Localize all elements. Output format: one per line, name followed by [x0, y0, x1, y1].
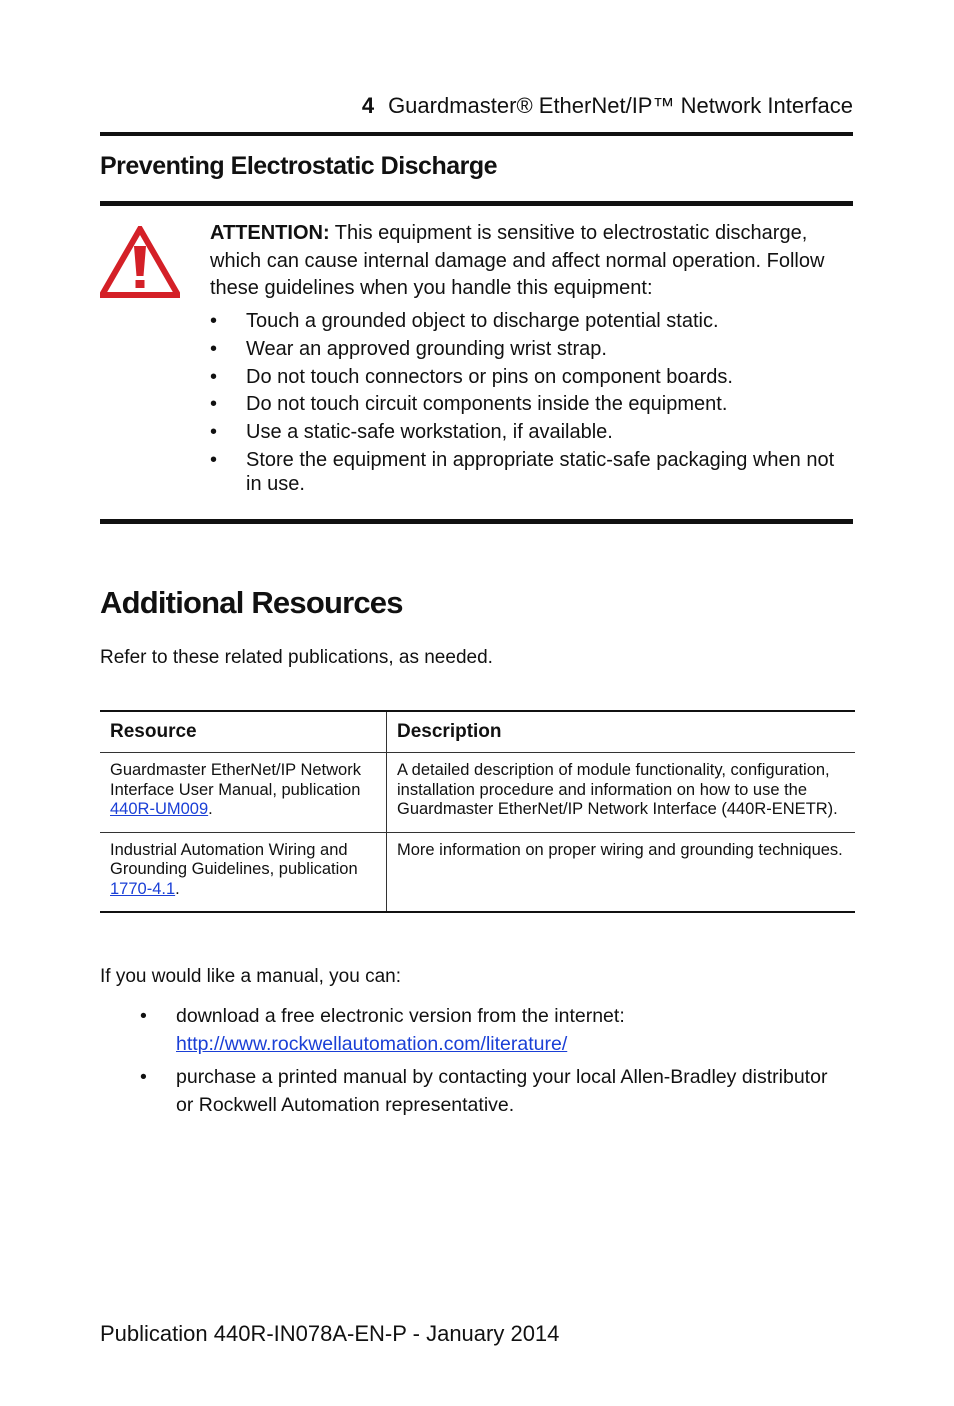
table-row	[100, 753, 855, 833]
list-item: • purchase a printed manual by contacting your local Allen-Bradley distributor or Rockwell Automation representative.	[140, 1063, 840, 1119]
warning-triangle-icon	[100, 226, 180, 298]
publication-footer: Publication 440R-IN078A-EN-P - January 2014	[100, 1321, 560, 1346]
list-item: • Wear an approved grounding wrist strap.	[210, 337, 607, 360]
list-item: • Store the equipment in appropriate static-safe packaging when not in use.	[210, 448, 835, 495]
resources-heading: Additional Resources	[100, 585, 403, 620]
publication-link-440r-um009[interactable]: 440R-UM009	[110, 800, 209, 818]
attention-label: ATTENTION:	[210, 222, 330, 244]
manual-options-list	[140, 1002, 840, 1124]
list-item: • Do not touch connectors or pins on component boards.	[210, 365, 733, 388]
list-item: • Use a static-safe workstation, if available.	[210, 421, 613, 444]
column-header-resource: Resource	[100, 711, 387, 753]
bullet-mark: •	[210, 448, 218, 471]
running-header	[100, 92, 853, 120]
resource-cell: Industrial Automation Wiring and Grounding Guidelines, publication 1770-4.1.	[100, 832, 387, 912]
description-cell: A detailed description of module functionality, configuration, installation procedure and information on how to use the Guardmaster EtherNet/IP Network Interface (440R-ENETR).	[387, 753, 856, 833]
table-row	[100, 832, 855, 912]
header-title: Guardmaster® EtherNet/IP™ Network Interface	[388, 93, 853, 118]
resource-cell: Guardmaster EtherNet/IP Network Interface User Manual, publication 440R-UM009.	[100, 753, 387, 833]
resources-intro: Refer to these related publications, as needed.	[100, 647, 493, 668]
list-item: • Touch a grounded object to discharge potential static.	[210, 310, 719, 332]
bullet-mark: •	[140, 1066, 147, 1088]
description-cell: More information on proper wiring and grounding techniques.	[387, 832, 856, 912]
attention-bottom-rule	[100, 519, 853, 524]
publication-link-1770-4-1[interactable]: 1770-4.1	[110, 879, 176, 898]
bullet-mark: •	[210, 393, 218, 416]
bullet-mark: •	[210, 365, 218, 388]
bullet-mark: •	[140, 1005, 147, 1027]
list-item: • download a free electronic version from the internet: http://www.rockwellautomation.com/literature/	[140, 1002, 840, 1058]
manual-intro: If you would like a manual, you can:	[100, 966, 402, 987]
list-item: • Do not touch circuit components inside the equipment.	[210, 393, 728, 416]
page-number: 4	[361, 93, 375, 118]
esd-heading: Preventing Electrostatic Discharge	[100, 152, 498, 180]
esd-guidelines-list	[210, 309, 850, 500]
bullet-mark: •	[210, 337, 218, 360]
column-header-description: Description	[387, 711, 856, 753]
attention-top-rule	[100, 201, 853, 206]
bullet-mark: •	[210, 310, 218, 332]
attention-paragraph	[210, 220, 850, 303]
bullet-mark: •	[210, 421, 218, 444]
resources-table	[100, 710, 855, 913]
table-header-row	[100, 711, 855, 753]
header-rule	[100, 132, 853, 136]
attention-text: This equipment is sensitive to electrostatic discharge, which can cause internal damage and affect normal operation. Follow these guidelines when you handle this equipment:	[210, 222, 825, 299]
literature-link[interactable]: http://www.rockwellautomation.com/literature/	[176, 1033, 568, 1055]
